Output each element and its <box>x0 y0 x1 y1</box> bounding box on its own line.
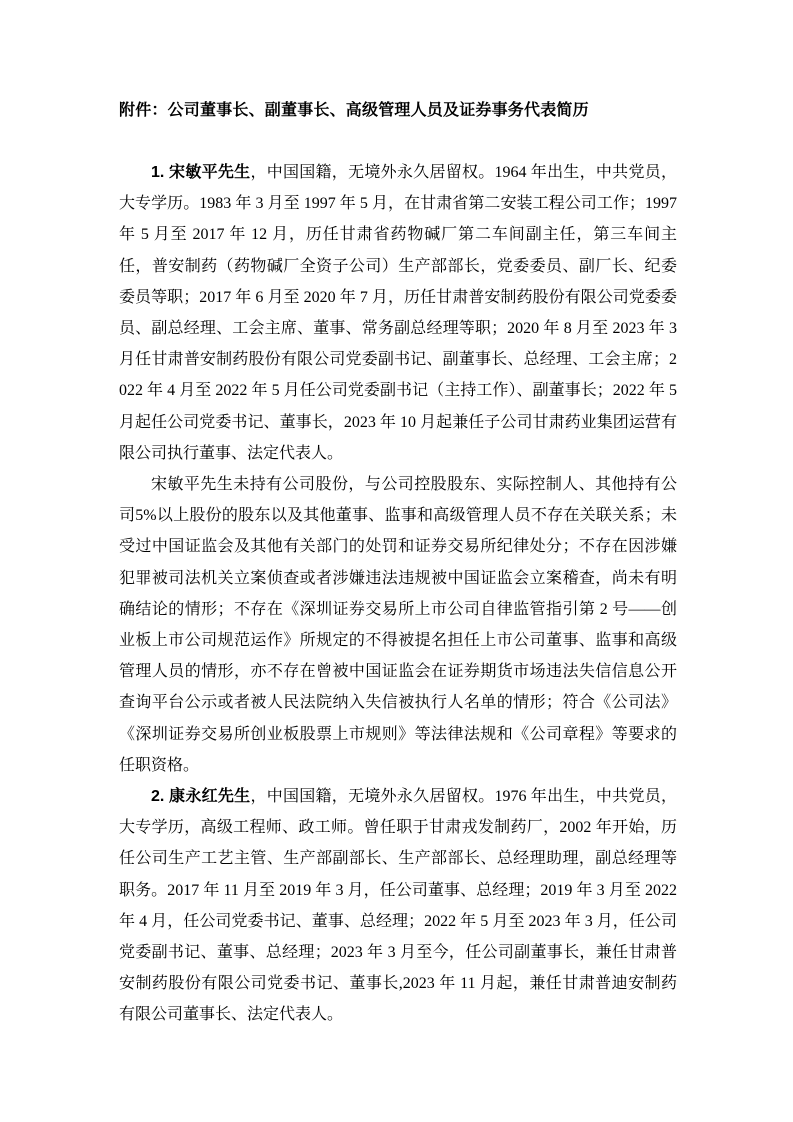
disclosure-text-song-minping: 宋敏平先生未持有公司股份，与公司控股股东、实际控制人、其他持有公司5%以上股份的股东以及其他董事、监事和高级管理人员不存在关联关系；未受过中国证监会及其他有关部门的处罚和证券交易所纪律处分；不存在因涉嫌犯罪被司法机关立案侦查或者涉嫌违法违规被中国证监会立案稽查，尚未有明确结论的情形；不存在《深圳证券交易所上市公司自律监管指引第 2 号——创业板上市公司规范运作》所规定的不得被提名担任上市公司董事、监事和高级管理人员的情形，亦不存在曾被中国证监会在证券期货市场违法失信信息公开查询平台公示或者被人民法院纳入失信被执行人名单的情形；符合《公司法》《深圳证券交易所创业板股票上市规则》等法律法规和《公司章程》等要求的任职资格。 <box>119 476 677 774</box>
person-name-song-minping: 1. 宋敏平先生 <box>151 164 251 181</box>
person-name-kang-yonghong: 2. 康永红先生 <box>151 788 251 806</box>
attachment-title: 附件：公司董事长、副董事长、高级管理人员及证券事务代表简历 <box>119 102 589 119</box>
bio-paragraph-kang-yonghong <box>119 781 677 1031</box>
bio-text-kang-yonghong: ，中国国籍，无境外永久居留权。1976 年出生，中共党员，大专学历，高级工程师、政工师。曾任职于甘肃戎发制药厂，2002 年开始，历任公司生产工艺主管、生产部副部长、生产部部长、总经理助理，副总经理等职务。2017 年 11 月至 2019 年 3 月，任公司董事、总经理；2019 年 3 月至 2022 年 4 月，任公司党委书记、董事、总经理；2022 年 5 月至 2023 年 3 月，任公司党委副书记、董事、总经理；2023 年 3 月至今，任公司副董事长，兼任甘肃普安制药股份有限公司党委书记、董事长,2023 年 11 月起，兼任甘肃普迪安制药有限公司董事长、法定代表人。 <box>119 788 677 1024</box>
bio-paragraph-song-minping <box>119 157 677 469</box>
bio-text-song-minping: ，中国国籍，无境外永久居留权。1964 年出生，中共党员，大专学历。1983 年 3 月至 1997 年 5 月，在甘肃省第二安装工程公司工作；1997 年 5 月至 2017 年 12 月，历任甘肃省药物碱厂第二车间副主任，第三车间主任，普安制药（药物碱厂全资子公司）生产部部长，党委委员、副厂长、纪委委员等职；2017 年 6 月至 2020 年 7 月，历任甘肃普安制药股份有限公司党委委员、副总经理、工会主席、董事、常务副总经理等职；2020 年 8 月至 2023 年 3 月任甘肃普安制药股份有限公司党委副书记、副董事长、总经理、工会主席；2022 年 4 月至 2022 年 5 月任公司党委副书记（主持工作）、副董事长；2022 年 5 月起任公司党委书记、董事长，2023 年 10 月起兼任子公司甘肃药业集团运营有限公司执行董事、法定代表人。 <box>119 164 677 462</box>
disclosure-paragraph-song-minping <box>119 469 677 781</box>
